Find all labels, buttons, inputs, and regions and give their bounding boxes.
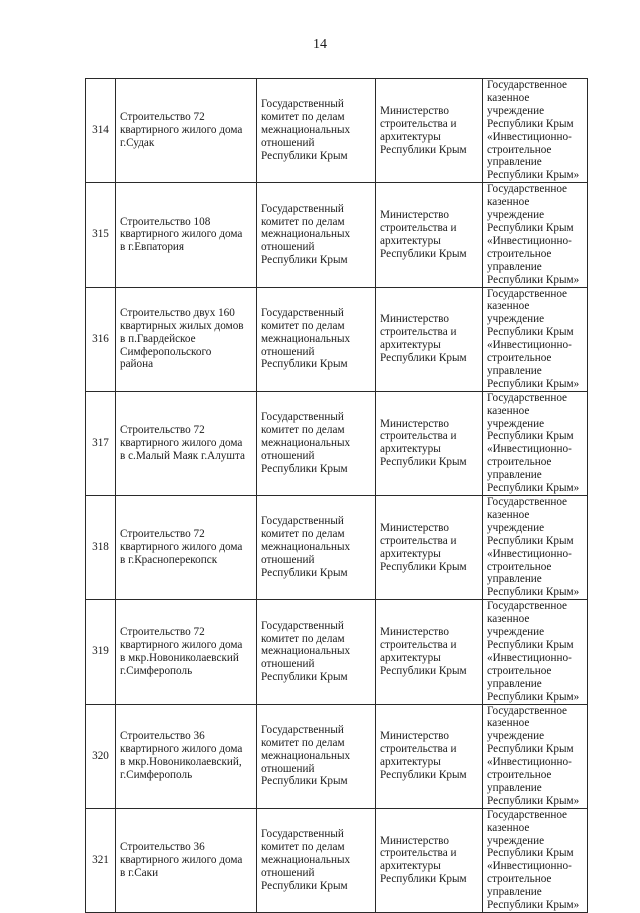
table-row (86, 704, 588, 808)
ministry-name: Министерство строительства и архитектуры Республики Крым (376, 287, 483, 391)
page-number: 14 (313, 37, 327, 52)
customer-name: Государственный комитет по делам межнациональных отношений Республики Крым (257, 704, 376, 808)
executor-name: Государственное казенное учреждение Республики Крым «Инвестиционно- строительное управление Республики Крым» (483, 391, 588, 495)
ministry-name: Министерство строительства и архитектуры Республики Крым (376, 79, 483, 183)
row-number: 318 (86, 496, 116, 600)
ministry-name: Министерство строительства и архитектуры Республики Крым (376, 704, 483, 808)
executor-name: Государственное казенное учреждение Республики Крым «Инвестиционно- строительное управление Республики Крым» (483, 79, 588, 183)
row-number: 316 (86, 287, 116, 391)
executor-name: Государственное казенное учреждение Республики Крым «Инвестиционно- строительное управление Республики Крым» (483, 183, 588, 287)
table-row (86, 183, 588, 287)
ministry-name: Министерство строительства и архитектуры Республики Крым (376, 600, 483, 704)
object-name: Строительство 108 квартирного жилого дома в г.Евпатория (116, 183, 257, 287)
executor-name: Государственное казенное учреждение Республики Крым «Инвестиционно- строительное управление Республики Крым» (483, 496, 588, 600)
customer-name: Государственный комитет по делам межнациональных отношений Республики Крым (257, 496, 376, 600)
table-row (86, 287, 588, 391)
objects-table (85, 78, 588, 913)
table-row (86, 496, 588, 600)
object-name: Строительство двух 160 квартирных жилых домов в п.Гвардейское Симферопольского района (116, 287, 257, 391)
executor-name: Государственное казенное учреждение Республики Крым «Инвестиционно- строительное управление Республики Крым» (483, 287, 588, 391)
object-name: Строительство 72 квартирного жилого дома в мкр.Новониколаевский г.Симферополь (116, 600, 257, 704)
object-name: Строительство 36 квартирного жилого дома в г.Саки (116, 808, 257, 912)
customer-name: Государственный комитет по делам межнациональных отношений Республики Крым (257, 391, 376, 495)
row-number: 319 (86, 600, 116, 704)
ministry-name: Министерство строительства и архитектуры Республики Крым (376, 183, 483, 287)
row-number: 321 (86, 808, 116, 912)
customer-name: Государственный комитет по делам межнациональных отношений Республики Крым (257, 79, 376, 183)
row-number: 317 (86, 391, 116, 495)
ministry-name: Министерство строительства и архитектуры Республики Крым (376, 808, 483, 912)
table-row (86, 79, 588, 183)
row-number: 314 (86, 79, 116, 183)
executor-name: Государственное казенное учреждение Республики Крым «Инвестиционно- строительное управление Республики Крым» (483, 704, 588, 808)
object-name: Строительство 72 квартирного жилого дома в г.Красноперекопск (116, 496, 257, 600)
ministry-name: Министерство строительства и архитектуры Республики Крым (376, 391, 483, 495)
row-number: 320 (86, 704, 116, 808)
customer-name: Государственный комитет по делам межнациональных отношений Республики Крым (257, 808, 376, 912)
executor-name: Государственное казенное учреждение Республики Крым «Инвестиционно- строительное управление Республики Крым» (483, 808, 588, 912)
table-row (86, 391, 588, 495)
customer-name: Государственный комитет по делам межнациональных отношений Республики Крым (257, 600, 376, 704)
customer-name: Государственный комитет по делам межнациональных отношений Республики Крым (257, 183, 376, 287)
ministry-name: Министерство строительства и архитектуры Республики Крым (376, 496, 483, 600)
table-row (86, 808, 588, 912)
customer-name: Государственный комитет по делам межнациональных отношений Республики Крым (257, 287, 376, 391)
table-body (86, 79, 588, 913)
table-row (86, 600, 588, 704)
executor-name: Государственное казенное учреждение Республики Крым «Инвестиционно- строительное управление Республики Крым» (483, 600, 588, 704)
object-name: Строительство 72 квартирного жилого дома г.Судак (116, 79, 257, 183)
object-name: Строительство 36 квартирного жилого дома в мкр.Новониколаевский, г.Симферополь (116, 704, 257, 808)
row-number: 315 (86, 183, 116, 287)
object-name: Строительство 72 квартирного жилого дома в с.Малый Маяк г.Алушта (116, 391, 257, 495)
